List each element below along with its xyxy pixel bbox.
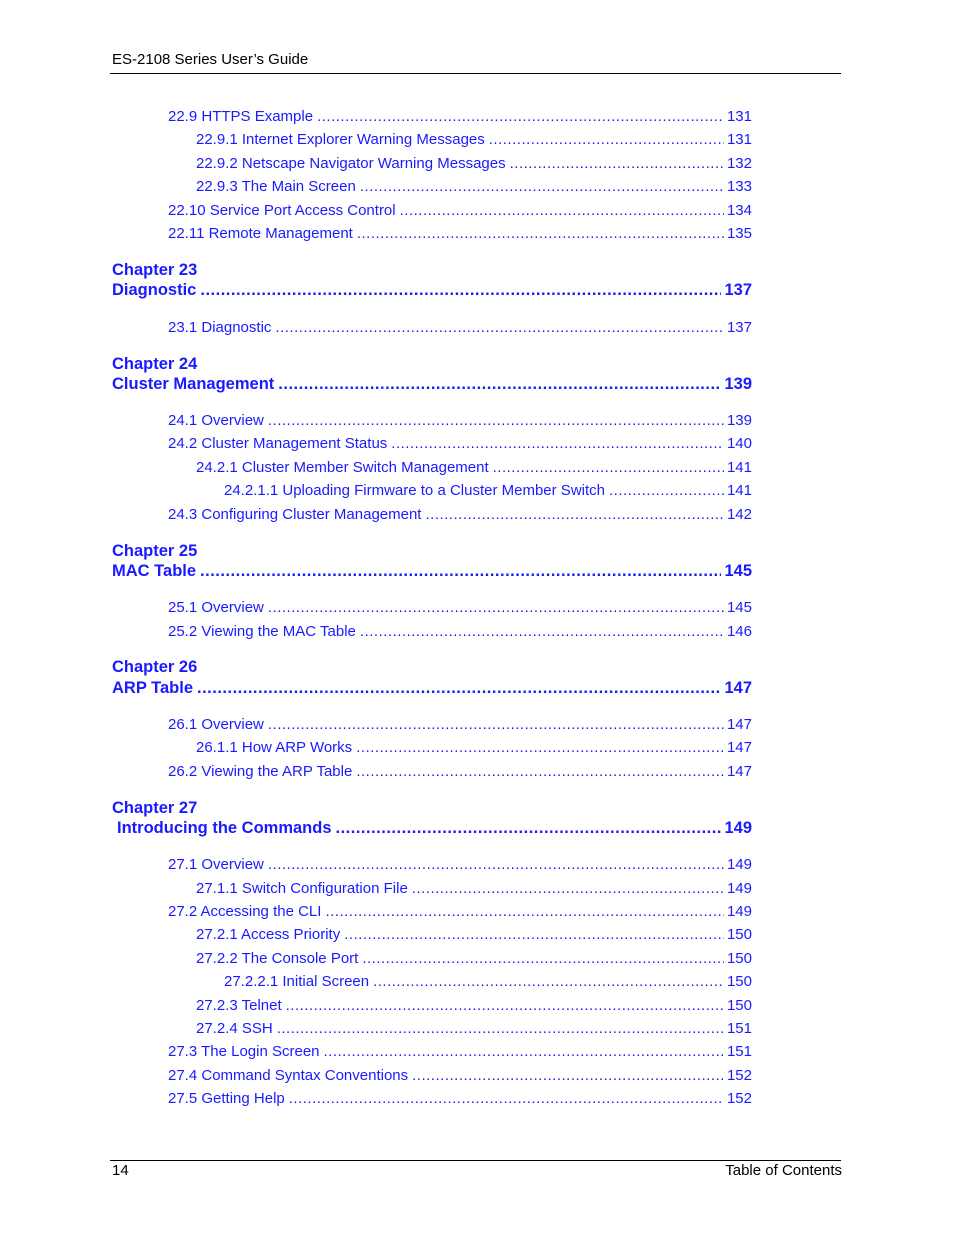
dot-leader	[278, 375, 721, 394]
dot-leader	[325, 903, 724, 920]
toc-entry-label: 27.3 The Login Screen	[168, 1043, 320, 1060]
toc-entry-label: 27.1 Overview	[168, 856, 264, 873]
dot-leader	[268, 856, 724, 873]
toc-entry-label: 22.9.1 Internet Explorer Warning Messages	[196, 131, 485, 148]
toc-entry[interactable]	[196, 880, 752, 897]
toc-entry-label: 23.1 Diagnostic	[168, 319, 272, 336]
dot-leader	[200, 562, 721, 581]
dot-leader	[197, 679, 721, 698]
toc-entry-label: 27.2.2 The Console Port	[196, 950, 359, 967]
toc-entry-label: 22.11 Remote Management	[168, 225, 353, 242]
toc-entry-page: 135	[726, 225, 752, 242]
toc-entry[interactable]	[196, 155, 752, 172]
toc-entry[interactable]	[168, 856, 752, 873]
toc-entry-page: 150	[726, 973, 752, 990]
chapter-title: Introducing the Commands	[117, 819, 332, 837]
toc-entry-page: 141	[726, 482, 752, 499]
chapter-number: Chapter 27	[112, 799, 198, 817]
toc-entry-label: 22.9 HTTPS Example	[168, 108, 314, 125]
dot-leader	[336, 819, 722, 838]
toc-entry-label: 27.5 Getting Help	[168, 1090, 285, 1107]
toc-entry[interactable]	[168, 435, 752, 452]
toc-entry[interactable]	[168, 763, 752, 780]
toc-entry-label: 27.1.1 Switch Configuration File	[196, 880, 408, 897]
toc-entry-label: 22.9.2 Netscape Navigator Warning Messages	[196, 155, 506, 172]
toc-entry-label: 26.1 Overview	[168, 716, 264, 733]
dot-leader	[317, 108, 724, 125]
dot-leader	[277, 1020, 724, 1037]
toc-entry-label: 22.9.3 The Main Screen	[196, 178, 356, 195]
toc-entry-page: 152	[726, 1067, 752, 1084]
toc-entry-label: 24.2.1.1 Uploading Firmware to a Cluster Member Switch	[224, 482, 605, 499]
dot-leader	[360, 178, 724, 195]
chapter-title: Cluster Management	[112, 375, 275, 393]
chapter-page: 149	[724, 819, 752, 837]
toc-entry-page: 140	[726, 435, 752, 452]
page-number: 14	[112, 1162, 129, 1179]
toc-entry-page: 150	[726, 926, 752, 943]
dot-leader	[324, 1043, 724, 1060]
toc-entry[interactable]	[224, 973, 752, 990]
toc-entry[interactable]	[168, 903, 752, 920]
dot-leader	[268, 412, 724, 429]
toc-entry[interactable]	[168, 319, 752, 336]
toc-entry-label: 27.2.3 Telnet	[196, 997, 282, 1014]
toc-entry-label: 24.2 Cluster Management Status	[168, 435, 388, 452]
toc-entry[interactable]	[196, 178, 752, 195]
toc-entry-label: 27.2.1 Access Priority	[196, 926, 341, 943]
dot-leader	[412, 1067, 724, 1084]
chapter-title: Diagnostic	[112, 281, 197, 299]
toc-entry-label: 22.10 Service Port Access Control	[168, 202, 396, 219]
toc-entry[interactable]	[196, 997, 752, 1014]
dot-leader	[289, 1090, 724, 1107]
toc-entry[interactable]	[168, 412, 752, 429]
toc-entry[interactable]	[196, 459, 752, 476]
chapter-page: 137	[724, 281, 752, 299]
toc-entry-label: 27.4 Command Syntax Conventions	[168, 1067, 409, 1084]
dot-leader	[268, 716, 724, 733]
chapter-number: Chapter 23	[112, 261, 198, 279]
toc-entry[interactable]	[196, 131, 752, 148]
toc-entry[interactable]	[168, 623, 752, 640]
toc-entry-page: 133	[726, 178, 752, 195]
toc-entry[interactable]	[168, 1090, 752, 1107]
dot-leader	[357, 225, 724, 242]
toc-entry[interactable]	[196, 739, 752, 756]
footer-section-title: Table of Contents	[725, 1162, 842, 1179]
toc-entry-page: 139	[726, 412, 752, 429]
toc-entry-page: 137	[726, 319, 752, 336]
toc-entry-page: 150	[726, 950, 752, 967]
toc-entry-label: 26.1.1 How ARP Works	[196, 739, 353, 756]
toc-entry-page: 150	[726, 997, 752, 1014]
toc-entry[interactable]	[168, 599, 752, 616]
toc-entry[interactable]	[168, 225, 752, 242]
toc-entry[interactable]	[168, 202, 752, 219]
toc-entry[interactable]	[224, 482, 752, 499]
toc-entry[interactable]	[168, 108, 752, 125]
toc-entry[interactable]	[196, 1020, 752, 1037]
toc-entry-page: 146	[726, 623, 752, 640]
chapter-page: 147	[724, 679, 752, 697]
dot-leader	[356, 763, 724, 780]
toc-entry-page: 149	[726, 880, 752, 897]
toc-entry-label: 26.2 Viewing the ARP Table	[168, 763, 353, 780]
dot-leader	[510, 155, 724, 172]
toc-entry[interactable]	[168, 1043, 752, 1060]
chapter-number: Chapter 26	[112, 658, 198, 676]
dot-leader	[609, 482, 724, 499]
dot-leader	[493, 459, 724, 476]
toc-entry-page: 151	[726, 1043, 752, 1060]
toc-entry-page: 132	[726, 155, 752, 172]
toc-entry-label: 27.2.2.1 Initial Screen	[224, 973, 370, 990]
toc-entry[interactable]	[196, 926, 752, 943]
dot-leader	[268, 599, 724, 616]
toc-entry-page: 131	[726, 131, 752, 148]
toc-entry-page: 145	[726, 599, 752, 616]
chapter-page: 145	[724, 562, 752, 580]
chapter-number: Chapter 25	[112, 542, 198, 560]
toc-entry-label: 24.2.1 Cluster Member Switch Management	[196, 459, 489, 476]
toc-entry-page: 141	[726, 459, 752, 476]
toc-entry-page: 151	[726, 1020, 752, 1037]
chapter-title-entry[interactable]	[112, 375, 752, 394]
toc-entry-label: 27.2.4 SSH	[196, 1020, 273, 1037]
toc-entry-page: 147	[726, 716, 752, 733]
dot-leader	[489, 131, 724, 148]
dot-leader	[373, 973, 724, 990]
dot-leader	[275, 319, 724, 336]
dot-leader	[200, 281, 721, 300]
toc-entry-page: 149	[726, 903, 752, 920]
chapter-title-entry[interactable]	[112, 562, 752, 581]
footer-rule	[110, 1160, 841, 1161]
toc-entry-page: 152	[726, 1090, 752, 1107]
toc-entry-page: 147	[726, 763, 752, 780]
toc-entry-label: 27.2 Accessing the CLI	[168, 903, 322, 920]
dot-leader	[362, 950, 724, 967]
toc-entry-page: 142	[726, 506, 752, 523]
toc-entry-page: 149	[726, 856, 752, 873]
toc-entry-page: 147	[726, 739, 752, 756]
toc-entry-label: 25.2 Viewing the MAC Table	[168, 623, 356, 640]
chapter-title-entry[interactable]	[112, 679, 752, 698]
toc-entry[interactable]	[168, 506, 752, 523]
chapter-title-entry[interactable]	[117, 819, 752, 838]
toc-entry-label: 25.1 Overview	[168, 599, 264, 616]
toc-entry-page: 131	[726, 108, 752, 125]
chapter-title: MAC Table	[112, 562, 197, 580]
dot-leader	[391, 435, 724, 452]
toc-entry[interactable]	[168, 716, 752, 733]
chapter-page: 139	[724, 375, 752, 393]
chapter-number: Chapter 24	[112, 355, 198, 373]
dot-leader	[360, 623, 724, 640]
running-header: ES-2108 Series User’s Guide	[112, 51, 309, 68]
toc-entry-label: 24.1 Overview	[168, 412, 264, 429]
toc-entry-page: 134	[726, 202, 752, 219]
chapter-title: ARP Table	[112, 679, 193, 697]
dot-leader	[412, 880, 724, 897]
chapter-title-entry[interactable]	[112, 281, 752, 300]
dot-leader	[425, 506, 723, 523]
toc-entry[interactable]	[168, 1067, 752, 1084]
toc-entry-label: 24.3 Configuring Cluster Management	[168, 506, 422, 523]
dot-leader	[356, 739, 724, 756]
dot-leader	[286, 997, 724, 1014]
dot-leader	[344, 926, 724, 943]
dot-leader	[400, 202, 724, 219]
toc-entry[interactable]	[196, 950, 752, 967]
